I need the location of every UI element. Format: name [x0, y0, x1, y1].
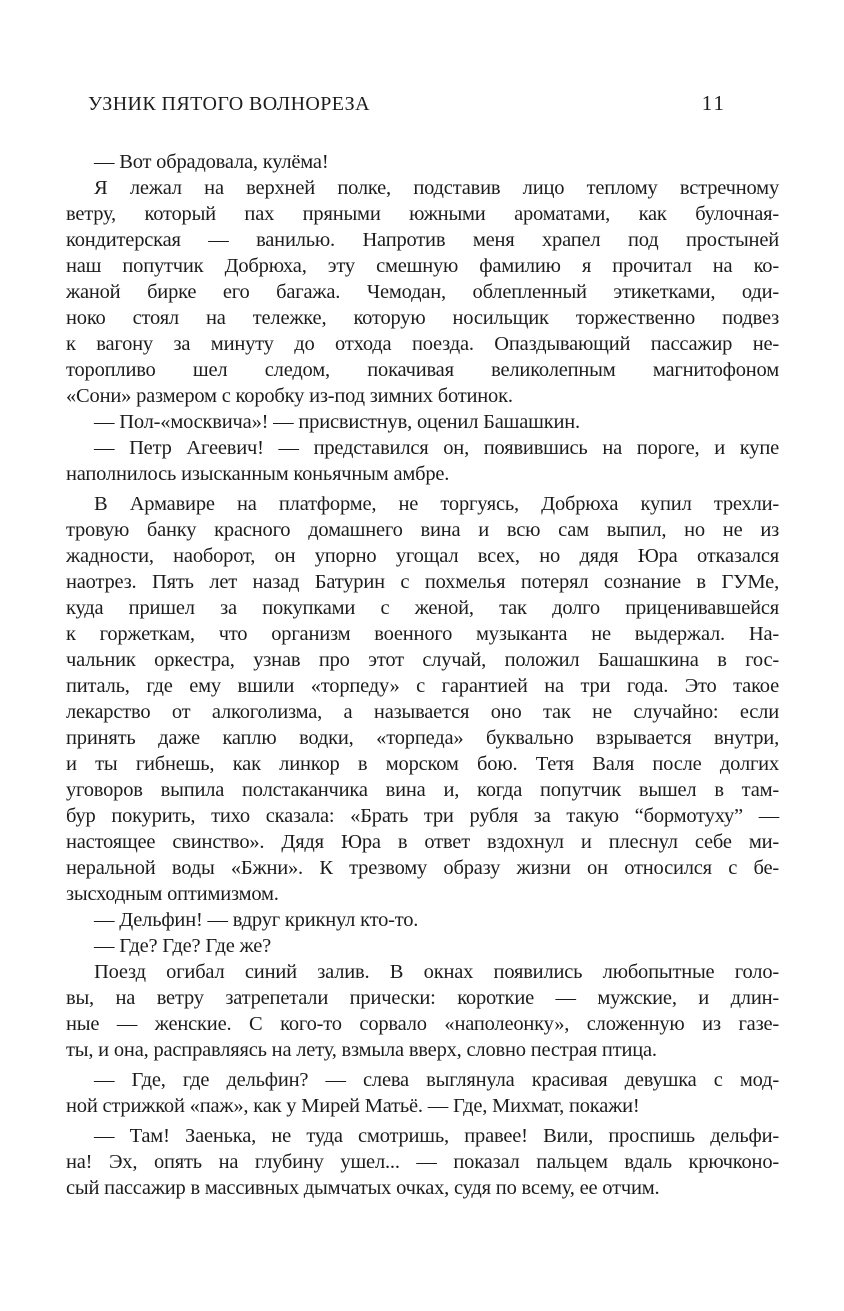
text-line: «Сони» размером с коробку из-под зимних ботинок. — [66, 385, 513, 407]
paragraph — [66, 409, 779, 435]
paragraph — [66, 149, 779, 175]
text-line: — Петр Агеевич! — представился он, появившись на пороге, и купе — [94, 437, 779, 459]
paragraph — [66, 959, 779, 1063]
text-line: тровую банку красного домашнего вина и всю сам выпил, но не из — [66, 519, 779, 541]
text-line: Я лежал на верхней полке, подставив лицо теплому встречному — [94, 177, 779, 199]
paragraph — [66, 491, 779, 907]
text-line: торопливо шел следом, покачивая великолепным магнитофоном — [66, 359, 779, 381]
text-line: настоящее свинство». Дядя Юра в ответ вздохнул и плеснул себе ми- — [66, 831, 779, 853]
running-title: УЗНИК ПЯТОГО ВОЛНОРЕЗА — [88, 93, 370, 115]
text-line: ноко стоял на тележке, которую носильщик торжественно подвез — [66, 307, 779, 329]
text-line: зысходным оптимизмом. — [66, 883, 279, 905]
text-line: — Там! Заенька, не туда смотришь, правее! Вили, проспишь дельфи- — [94, 1125, 779, 1147]
text-line: куда пришел за покупками с женой, так долго приценивавшейся — [66, 597, 779, 619]
paragraph — [66, 1123, 779, 1201]
paragraph — [66, 933, 779, 959]
text-line: наш попутчик Добрюха, эту смешную фамилию я прочитал на ко- — [66, 255, 779, 277]
paragraph — [66, 175, 779, 409]
text-line: — Где? Где? Где же? — [94, 935, 272, 957]
text-line: и ты гибнешь, как линкор в морском бою. Тетя Валя после долгих — [66, 753, 779, 775]
text-line: принять даже каплю водки, «торпеда» буквально взрывается внутри, — [66, 727, 779, 749]
text-line: жадности, наоборот, он упорно угощал всех, но дядя Юра отказался — [66, 545, 779, 567]
text-line: ной стрижкой «паж», как у Мирей Матьё. — Где, Михмат, покажи! — [66, 1095, 640, 1117]
text-line: — Дельфин! — вдруг крикнул кто-то. — [94, 909, 419, 931]
paragraph — [66, 435, 779, 487]
text-line: наотрез. Пять лет назад Батурин с похмелья потерял сознание в ГУМе, — [66, 571, 779, 593]
text-line: к горжеткам, что организм военного музыканта не выдержал. На- — [66, 623, 779, 645]
text-line: кондитерская — ванилью. Напротив меня храпел под простыней — [66, 229, 779, 251]
page-number: 11 — [701, 91, 726, 115]
text-line: ты, и она, расправляясь на лету, взмыла вверх, словно пестрая птица. — [66, 1039, 657, 1061]
text-line: уговоров выпила полстаканчика вина и, когда попутчик вышел в там- — [66, 779, 779, 801]
paragraph — [66, 1067, 779, 1119]
text-line: — Где, где дельфин? — слева выглянула красивая девушка с мод- — [94, 1069, 779, 1091]
text-line: чальник оркестра, узнав про этот случай, положил Башашкина в гос- — [66, 649, 779, 671]
paragraph — [66, 907, 779, 933]
text-line: — Вот обрадовала, кулёма! — [94, 151, 329, 173]
text-line: сый пассажир в массивных дымчатых очках, судя по всему, ее отчим. — [66, 1177, 660, 1199]
text-line: наполнилось изысканным коньячным амбре. — [66, 463, 450, 485]
text-line: жаной бирке его багажа. Чемодан, облепленный этикетками, оди- — [66, 281, 779, 303]
text-line: — Пол-«москвича»! — присвистнув, оценил Башашкин. — [94, 411, 580, 433]
text-line: ные — женские. С кого-то сорвало «наполеонку», сложенную из газе- — [66, 1013, 779, 1035]
text-line: питаль, где ему вшили «торпеду» с гарантией на три года. Это такое — [66, 675, 779, 697]
text-line: Поезд огибал синий залив. В окнах появились любопытные голо- — [94, 961, 779, 983]
text-line: лекарство от алкоголизма, а называется оно так не случайно: если — [66, 701, 779, 723]
text-line: В Армавире на платформе, не торгуясь, Добрюха купил трехли- — [94, 493, 779, 515]
text-line: неральной воды «Бжни». К трезвому образу жизни он относился с бе- — [66, 857, 779, 879]
page-header — [0, 91, 844, 116]
text-line: к вагону за минуту до отхода поезда. Опаздывающий пассажир не- — [66, 333, 779, 355]
text-line: бур покурить, тихо сказала: «Брать три рубля за такую “бормотуху” — — [66, 805, 779, 827]
text-line: вы, на ветру затрепетали прически: короткие — мужские, и длин- — [66, 987, 779, 1009]
text-line: ветру, который пах пряными южными ароматами, как булочная- — [66, 203, 779, 225]
text-line: на! Эх, опять на глубину ушел... — показал пальцем вдаль крючконо- — [66, 1151, 779, 1173]
text-block — [66, 149, 779, 1201]
